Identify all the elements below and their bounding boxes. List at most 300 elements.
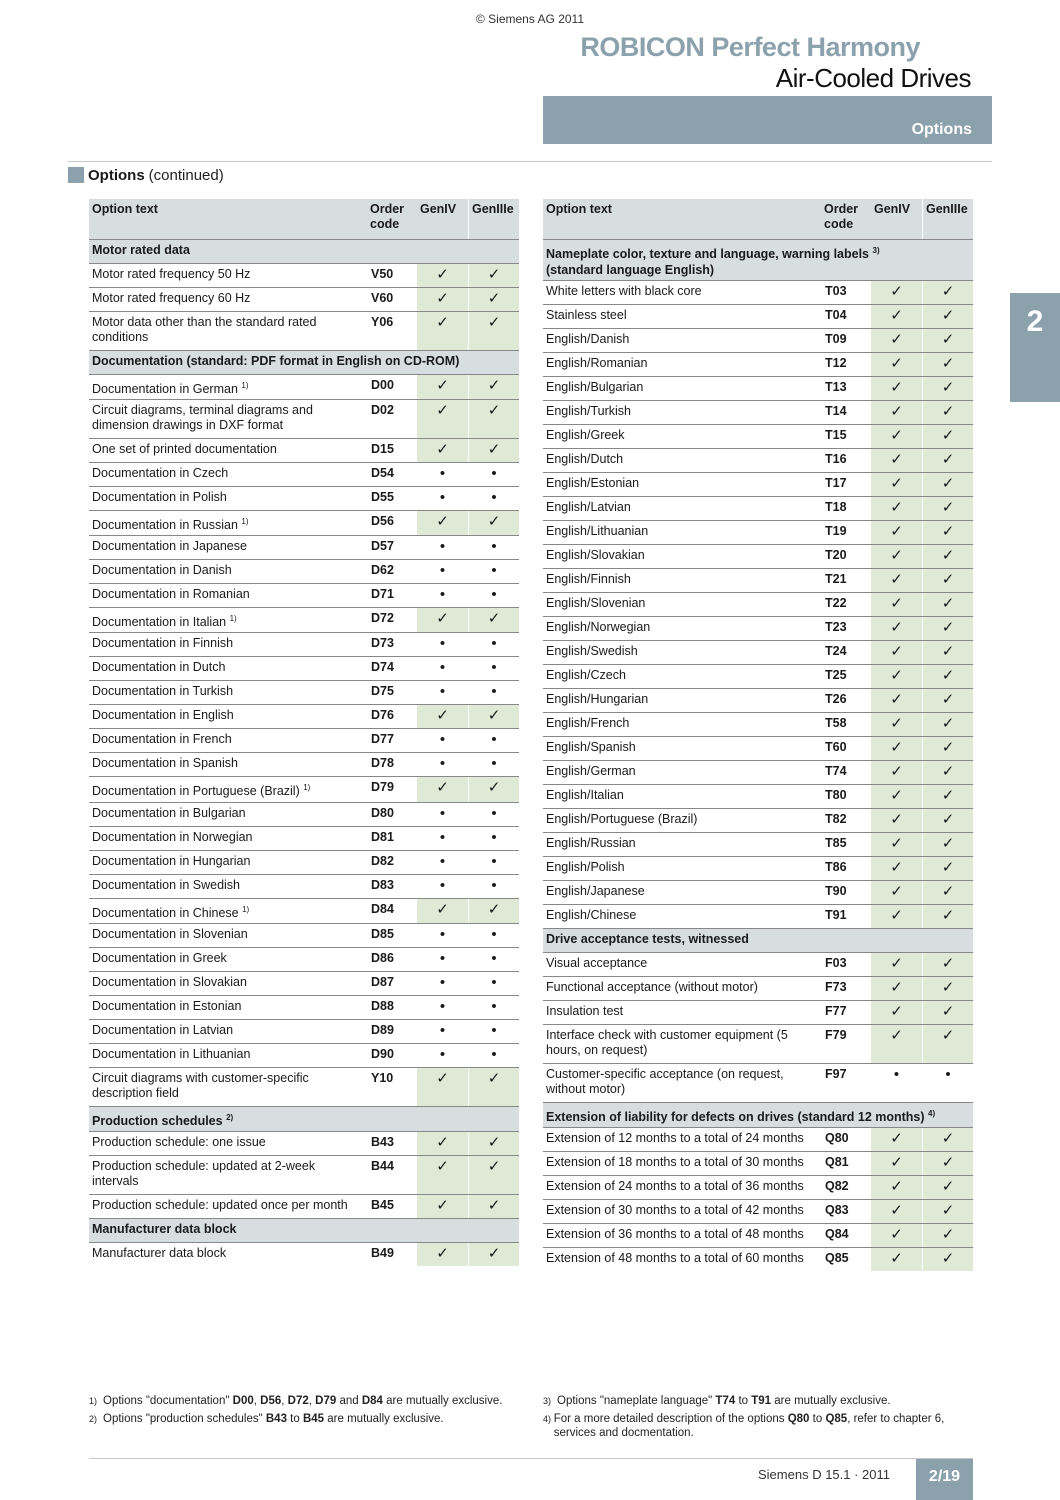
option-text: [89, 487, 367, 510]
order-code: T60: [825, 740, 847, 755]
option-row-q83: [543, 1199, 973, 1223]
option-text-label: Documentation in English: [92, 708, 234, 723]
option-text: [89, 875, 367, 898]
option-text: [89, 899, 367, 923]
group-heading: [89, 1107, 519, 1131]
option-text: [89, 753, 367, 776]
geniiie-bullet-icon: •: [468, 487, 519, 510]
order-code: F03: [825, 956, 847, 971]
geniv-check-icon: ✓: [871, 1200, 922, 1223]
geniiie-check-icon: ✓: [468, 777, 519, 801]
option-text: [89, 288, 367, 311]
option-text: [89, 827, 367, 850]
order-code: D88: [371, 998, 394, 1013]
option-row-d83: [89, 874, 519, 898]
geniiie-check-icon: ✓: [922, 1248, 973, 1271]
group-heading-text: Extension of liability for defects on drives (standard 12 months): [546, 1110, 925, 1125]
geniv-check-icon: ✓: [871, 785, 922, 808]
option-row-d84: [89, 898, 519, 923]
option-text: [89, 705, 367, 728]
option-text: [543, 809, 821, 832]
geniiie-check-icon: ✓: [922, 449, 973, 472]
option-row-d81: [89, 826, 519, 850]
option-text-label: Documentation in German: [92, 382, 238, 397]
geniv-check-icon: ✓: [417, 1243, 468, 1266]
option-text: [89, 777, 367, 801]
option-text-label: English/Italian: [546, 788, 624, 803]
option-text: [543, 1248, 821, 1271]
geniiie-bullet-icon: •: [468, 584, 519, 607]
option-row-y10: [89, 1067, 519, 1106]
col-order-code: Order code: [370, 202, 405, 231]
option-text-label: Documentation in Bulgarian: [92, 805, 246, 820]
option-text: [543, 1176, 821, 1199]
footnote-ref: 1): [303, 783, 311, 793]
option-text: [543, 833, 821, 856]
geniiie-check-icon: ✓: [922, 425, 973, 448]
order-code: D72: [371, 611, 394, 626]
col-option-text: Option text: [92, 202, 158, 216]
geniv-check-icon: ✓: [871, 1001, 922, 1024]
option-row-t86: [543, 856, 973, 880]
option-text-label: English/Hungarian: [546, 692, 649, 707]
option-row-t13: [543, 376, 973, 400]
geniv-check-icon: ✓: [871, 977, 922, 1000]
option-text: [89, 584, 367, 607]
order-code: T09: [825, 332, 847, 347]
chapter-tab: [1010, 293, 1060, 402]
geniv-check-icon: ✓: [871, 953, 922, 976]
geniv-check-icon: ✓: [417, 288, 468, 311]
col-geniv: GenIV: [420, 202, 457, 216]
order-code: T15: [825, 428, 847, 443]
geniiie-check-icon: ✓: [922, 401, 973, 424]
geniv-check-icon: ✓: [417, 705, 468, 728]
option-text: [89, 560, 367, 583]
geniv-check-icon: ✓: [871, 857, 922, 880]
option-text-label: Manufacturer data block: [92, 1245, 227, 1260]
option-row-t25: [543, 664, 973, 688]
option-text-label: Motor rated frequency 50 Hz: [92, 267, 251, 281]
order-code: D80: [371, 805, 394, 820]
option-text: [89, 1132, 367, 1155]
option-text-label: Documentation in Lithuanian: [92, 1046, 251, 1061]
geniiie-check-icon: ✓: [922, 905, 973, 928]
geniiie-bullet-icon: •: [468, 827, 519, 850]
geniv-check-icon: ✓: [871, 449, 922, 472]
order-code: V60: [371, 291, 394, 305]
option-text-label: Documentation in Norwegian: [92, 829, 253, 844]
option-text: [89, 1020, 367, 1043]
order-code: T24: [825, 644, 847, 659]
geniiie-check-icon: ✓: [922, 377, 973, 400]
option-text-label: Documentation in Slovakian: [92, 974, 247, 989]
option-text-label: Motor data other than the standard rated conditions: [92, 315, 317, 344]
order-code: D75: [371, 684, 394, 699]
option-text: [543, 737, 821, 760]
group-heading-text: Motor rated data: [92, 243, 190, 257]
header-divider: [68, 161, 992, 162]
order-code: T91: [825, 908, 847, 923]
option-text-label: Documentation in French: [92, 732, 232, 747]
option-text: [89, 511, 367, 535]
option-row-v60: [89, 287, 519, 311]
order-code: V50: [371, 267, 394, 281]
order-code: D81: [371, 829, 394, 844]
options-table-left: [89, 199, 519, 1266]
option-text: [543, 377, 821, 400]
option-row-d54: [89, 462, 519, 486]
option-text: [543, 1001, 821, 1024]
geniv-check-icon: ✓: [417, 899, 468, 923]
option-text-label: English/Latvian: [546, 500, 631, 515]
option-text: [543, 401, 821, 424]
order-code: T20: [825, 548, 847, 563]
geniv-check-icon: ✓: [871, 1248, 922, 1271]
option-text-label: English/Spanish: [546, 740, 636, 755]
option-row-t18: [543, 496, 973, 520]
option-row-d89: [89, 1019, 519, 1043]
option-row-d74: [89, 656, 519, 680]
option-text: [543, 521, 821, 544]
geniiie-check-icon: ✓: [468, 899, 519, 923]
option-text: [89, 851, 367, 874]
geniiie-check-icon: ✓: [468, 1132, 519, 1155]
geniv-check-icon: ✓: [871, 713, 922, 736]
geniv-bullet-icon: •: [439, 586, 446, 604]
geniv-bullet-icon: •: [439, 876, 446, 894]
option-row-q81: [543, 1151, 973, 1175]
footer-divider: [89, 1458, 973, 1459]
option-text: [543, 1064, 821, 1102]
order-code: D57: [371, 539, 394, 554]
order-code: F97: [825, 1067, 847, 1082]
geniiie-check-icon: ✓: [922, 329, 973, 352]
option-row-t26: [543, 688, 973, 712]
option-text-label: Documentation in Danish: [92, 563, 232, 578]
order-code: T90: [825, 884, 847, 899]
footnotes-right: [543, 1394, 963, 1444]
option-row-t82: [543, 808, 973, 832]
group-heading-text: Production schedules: [92, 1113, 223, 1128]
option-row-d72: [89, 607, 519, 632]
order-code: Y10: [371, 1070, 394, 1085]
geniv-check-icon: ✓: [417, 400, 468, 438]
geniv-bullet-icon: •: [439, 755, 446, 773]
page-number-box: [916, 1459, 973, 1500]
geniv-check-icon: ✓: [871, 569, 922, 592]
option-row-b49: [89, 1242, 519, 1266]
catalog-reference: Siemens D 15.1 · 2011: [758, 1467, 890, 1482]
order-code: D90: [371, 1046, 394, 1061]
option-text-label: Production schedule: one issue: [92, 1134, 266, 1149]
option-text: [543, 425, 821, 448]
option-text: [89, 400, 367, 438]
geniv-check-icon: ✓: [871, 305, 922, 328]
option-row-t19: [543, 520, 973, 544]
geniiie-bullet-icon: •: [468, 560, 519, 583]
order-code: T17: [825, 476, 847, 491]
option-text: [543, 617, 821, 640]
geniiie-check-icon: ✓: [468, 511, 519, 535]
geniiie-check-icon: ✓: [922, 1200, 973, 1223]
section-heading: [68, 165, 224, 185]
option-text-label: Documentation in Latvian: [92, 1022, 234, 1037]
option-text-label: Extension of 30 months to a total of 42 months: [546, 1203, 804, 1218]
option-row-t03: [543, 280, 973, 304]
option-text: [543, 1025, 821, 1063]
options-table-right: [543, 199, 973, 1271]
order-code: D76: [371, 708, 394, 723]
geniiie-check-icon: ✓: [922, 857, 973, 880]
option-text: [543, 665, 821, 688]
option-row-y06: [89, 311, 519, 350]
order-code: B44: [371, 1158, 394, 1173]
order-code: D85: [371, 926, 394, 941]
option-text-label: Documentation in Polish: [92, 490, 227, 505]
geniv-check-icon: ✓: [871, 737, 922, 760]
option-text: [543, 1128, 821, 1151]
geniv-bullet-icon: •: [439, 731, 446, 749]
order-code: T58: [825, 716, 847, 731]
option-row-d15: [89, 438, 519, 462]
geniv-bullet-icon: •: [439, 465, 446, 483]
option-text: [89, 924, 367, 947]
geniv-check-icon: ✓: [871, 689, 922, 712]
order-code: T82: [825, 812, 847, 827]
option-row-t80: [543, 784, 973, 808]
option-text: [89, 439, 367, 462]
geniv-check-icon: ✓: [871, 641, 922, 664]
option-text-label: English/Chinese: [546, 908, 637, 923]
group-heading: [89, 351, 519, 374]
order-code: T13: [825, 380, 847, 395]
copyright-notice: © Siemens AG 2011: [475, 12, 584, 26]
geniv-check-icon: ✓: [871, 545, 922, 568]
option-text-label: Insulation test: [546, 1004, 624, 1019]
page-number: 2/19: [928, 1468, 961, 1485]
option-text: [89, 264, 367, 287]
option-row-d76: [89, 704, 519, 728]
geniiie-check-icon: ✓: [922, 569, 973, 592]
geniv-check-icon: ✓: [871, 1025, 922, 1063]
geniiie-check-icon: ✓: [468, 1195, 519, 1218]
option-text: [543, 329, 821, 352]
geniiie-check-icon: ✓: [922, 881, 973, 904]
option-text: [89, 312, 367, 350]
option-row-q85: [543, 1247, 973, 1271]
geniv-check-icon: ✓: [871, 1176, 922, 1199]
option-text-label: English/Norwegian: [546, 620, 651, 635]
option-row-t20: [543, 544, 973, 568]
option-text: [89, 633, 367, 656]
order-code: T12: [825, 356, 847, 371]
option-text-label: Functional acceptance (without motor): [546, 980, 758, 995]
geniv-check-icon: ✓: [871, 1128, 922, 1151]
option-text-label: Extension of 36 months to a total of 48 months: [546, 1227, 804, 1242]
geniv-check-icon: ✓: [417, 608, 468, 632]
order-code: D78: [371, 756, 394, 771]
geniiie-check-icon: ✓: [922, 953, 973, 976]
order-code: D89: [371, 1022, 394, 1037]
table-header: [89, 199, 519, 239]
option-text-label: Documentation in Swedish: [92, 877, 240, 892]
option-text: [543, 593, 821, 616]
option-text: [543, 1200, 821, 1223]
geniiie-check-icon: ✓: [468, 439, 519, 462]
geniiie-check-icon: ✓: [922, 761, 973, 784]
option-text-label: English/Russian: [546, 836, 636, 851]
option-row-t09: [543, 328, 973, 352]
order-code: D74: [371, 660, 394, 675]
option-text-label: Documentation in Turkish: [92, 684, 234, 699]
option-text-label: One set of printed documentation: [92, 442, 277, 457]
geniiie-check-icon: ✓: [922, 473, 973, 496]
option-text-label: Visual acceptance: [546, 956, 648, 971]
page-title: ROBICON Perfect Harmony: [580, 32, 920, 62]
option-row-f79: [543, 1024, 973, 1063]
order-code: D79: [371, 780, 394, 795]
geniiie-check-icon: ✓: [468, 400, 519, 438]
geniiie-check-icon: ✓: [922, 1152, 973, 1175]
geniv-bullet-icon: •: [439, 562, 446, 580]
geniv-check-icon: ✓: [417, 375, 468, 399]
order-code: D71: [371, 587, 394, 602]
group-heading: [89, 240, 519, 263]
order-code: Q81: [825, 1155, 849, 1170]
option-row-t90: [543, 880, 973, 904]
geniiie-check-icon: ✓: [922, 305, 973, 328]
option-row-t23: [543, 616, 973, 640]
option-text-label: Documentation in Slovenian: [92, 926, 248, 941]
option-text: [89, 996, 367, 1019]
table-header: [543, 199, 973, 239]
section-square-icon: [68, 167, 84, 183]
option-row-d55: [89, 486, 519, 510]
option-row-d62: [89, 559, 519, 583]
geniv-check-icon: ✓: [871, 617, 922, 640]
geniv-bullet-icon: •: [439, 949, 446, 967]
footnote: [543, 1394, 963, 1408]
section-title: Options: [88, 166, 145, 184]
option-text-label: Documentation in Chinese: [92, 905, 239, 920]
order-code: Q83: [825, 1203, 849, 1218]
option-row-d85: [89, 923, 519, 947]
option-text-label: Production schedule: updated at 2-week intervals: [92, 1158, 316, 1188]
option-row-d56: [89, 510, 519, 535]
footnotes-left: [89, 1394, 509, 1430]
group-heading-row: [89, 1106, 519, 1131]
option-text: [543, 473, 821, 496]
geniv-check-icon: ✓: [871, 425, 922, 448]
option-text-label: English/Danish: [546, 332, 630, 347]
order-code: D84: [371, 901, 394, 916]
geniiie-check-icon: ✓: [468, 705, 519, 728]
group-heading-row: [543, 928, 973, 952]
footnote: [543, 1412, 963, 1440]
geniiie-check-icon: ✓: [468, 1156, 519, 1194]
group-heading-row: [543, 239, 973, 280]
geniiie-check-icon: ✓: [468, 608, 519, 632]
option-text-label: Extension of 24 months to a total of 36 months: [546, 1179, 804, 1194]
geniiie-bullet-icon: •: [468, 633, 519, 656]
group-heading-row: [89, 350, 519, 374]
option-text: [543, 497, 821, 520]
order-code: F77: [825, 1004, 847, 1019]
option-text-label: Documentation in Czech: [92, 466, 229, 481]
option-row-b43: [89, 1131, 519, 1155]
order-code: T23: [825, 620, 847, 635]
order-code: B45: [371, 1197, 394, 1212]
geniiie-check-icon: ✓: [468, 312, 519, 350]
footnote-ref: 2): [226, 1112, 234, 1122]
option-text: [543, 977, 821, 1000]
option-text: [543, 785, 821, 808]
geniiie-check-icon: ✓: [922, 1128, 973, 1151]
option-row-d02: [89, 399, 519, 438]
option-text-label: English/Slovenian: [546, 596, 646, 611]
geniv-check-icon: ✓: [417, 511, 468, 535]
option-text: [89, 803, 367, 826]
order-code: Q84: [825, 1227, 849, 1242]
option-row-d77: [89, 728, 519, 752]
geniiie-check-icon: ✓: [922, 689, 973, 712]
geniiie-check-icon: ✓: [922, 1176, 973, 1199]
geniiie-bullet-icon: •: [468, 924, 519, 947]
group-heading-row: [89, 1218, 519, 1242]
geniiie-check-icon: ✓: [468, 288, 519, 311]
footnote-text: For a more detailed description of the options Q80 to Q85, refer to chapter 6, services and docmentation.: [553, 1413, 945, 1439]
order-code: T03: [825, 284, 847, 299]
geniv-bullet-icon: •: [439, 804, 446, 822]
option-text: [89, 463, 367, 486]
geniiie-check-icon: ✓: [922, 593, 973, 616]
option-row-t85: [543, 832, 973, 856]
geniiie-check-icon: ✓: [468, 375, 519, 399]
geniv-check-icon: ✓: [871, 473, 922, 496]
col-geniiie: GenIIIe: [468, 199, 519, 239]
geniv-bullet-icon: •: [439, 852, 446, 870]
option-row-t24: [543, 640, 973, 664]
option-text: [543, 1152, 821, 1175]
geniv-bullet-icon: •: [439, 973, 446, 991]
option-text: [543, 881, 821, 904]
order-code: F73: [825, 980, 847, 995]
option-text-label: English/Lithuanian: [546, 524, 649, 539]
option-row-v50: [89, 263, 519, 287]
option-text-label: English/Turkish: [546, 404, 631, 419]
option-text: [543, 1224, 821, 1247]
geniv-check-icon: ✓: [417, 1132, 468, 1155]
geniv-bullet-icon: •: [439, 659, 446, 677]
option-text: [543, 857, 821, 880]
option-text-label: Interface check with customer equipment (5 hours, on request): [546, 1028, 788, 1058]
option-row-q82: [543, 1175, 973, 1199]
order-code: D54: [371, 466, 394, 481]
option-text: [543, 761, 821, 784]
option-row-d90: [89, 1043, 519, 1067]
order-code: Q82: [825, 1179, 849, 1194]
option-text-label: English/Slovakian: [546, 548, 645, 563]
geniv-bullet-icon: •: [439, 828, 446, 846]
footnote-mark: 4): [543, 1414, 552, 1424]
option-text: [89, 1156, 367, 1194]
option-text: [89, 657, 367, 680]
geniv-check-icon: ✓: [417, 264, 468, 287]
geniv-bullet-icon: •: [439, 635, 446, 653]
option-text-label: English/Polish: [546, 860, 625, 875]
option-row-d78: [89, 752, 519, 776]
